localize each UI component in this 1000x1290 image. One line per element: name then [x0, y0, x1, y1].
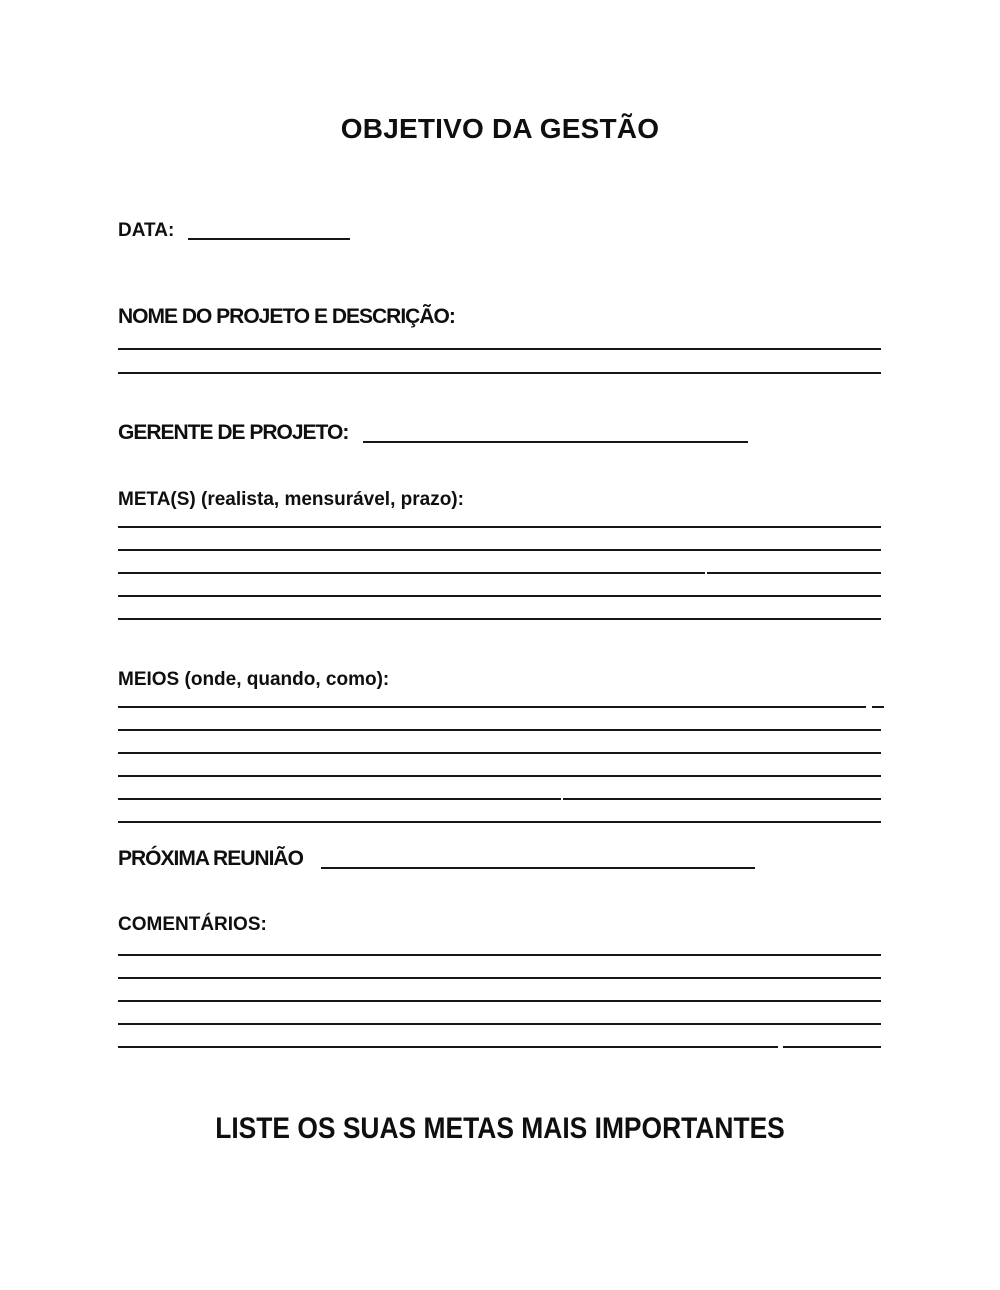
blank-line: [118, 685, 881, 708]
means-label: MEIOS (onde, quando, como):: [118, 669, 390, 690]
footer-title: LISTE OS SUAS METAS MAIS IMPORTANTES: [215, 1112, 785, 1145]
date-blank-field: [188, 226, 350, 240]
comments-blank-lines: [118, 933, 881, 1048]
blank-line: [118, 731, 881, 754]
comments-label: COMENTÁRIOS:: [118, 914, 267, 935]
project-name-blank-lines: [118, 326, 881, 374]
date-row: [118, 220, 350, 242]
project-manager-row: [118, 422, 748, 444]
blank-line: [118, 574, 881, 597]
goals-label: META(S) (realista, mensurável, prazo):: [118, 489, 464, 510]
blank-line: [118, 1025, 881, 1048]
blank-line: [118, 754, 881, 777]
project-manager-blank-field: [363, 429, 748, 443]
blank-line: [118, 979, 881, 1002]
blank-line: [118, 350, 881, 374]
blank-line: [118, 800, 881, 823]
means-blank-lines: [118, 685, 881, 823]
goals-blank-lines: [118, 505, 881, 620]
blank-line: [118, 777, 881, 800]
blank-line: [118, 708, 881, 731]
next-meeting-blank-field: [321, 855, 755, 869]
blank-line: [118, 1002, 881, 1025]
blank-line: [118, 551, 881, 574]
page-title: OBJETIVO DA GESTÃO: [340, 113, 660, 144]
project-name-label: NOME DO PROJETO E DESCRIÇÃO:: [118, 305, 455, 328]
blank-line: [118, 933, 881, 956]
project-manager-label: GERENTE DE PROJETO:: [118, 421, 349, 444]
next-meeting-label: PRÓXIMA REUNIÃO: [118, 847, 303, 870]
blank-line: [118, 505, 881, 528]
next-meeting-row: [118, 848, 755, 870]
blank-line: [118, 326, 881, 350]
blank-line: [118, 956, 881, 979]
blank-line: [118, 528, 881, 551]
blank-line: [118, 597, 881, 620]
date-label: DATA:: [118, 220, 175, 241]
